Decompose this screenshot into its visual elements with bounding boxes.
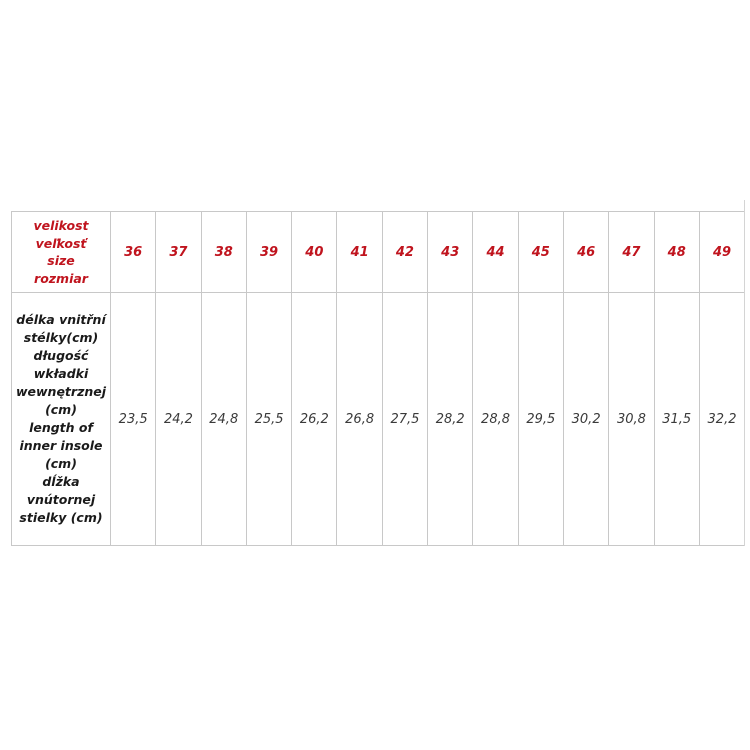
size-cell: 44 [473,212,518,293]
size-chart-table [11,211,745,546]
length-header-line: wkładki [33,366,89,381]
size-cell: 46 [563,212,608,293]
length-cell: 32,2 [699,293,744,546]
size-row [12,212,745,293]
size-cell: 36 [111,212,156,293]
length-header-line: (cm) [45,456,77,471]
size-header-line: rozmiar [34,270,88,286]
length-header-line: długość [33,348,89,363]
length-cell: 31,5 [654,293,699,546]
length-header-line: dĺžka [42,474,80,489]
size-header-line: veľkosť [35,235,87,251]
insole-length-row-header [12,293,111,546]
size-cell: 48 [654,212,699,293]
size-cell: 43 [428,212,473,293]
size-header-line: velikost [33,218,89,233]
length-cell: 30,2 [563,293,608,546]
length-header-line: inner insole [19,438,103,453]
length-cell: 23,5 [111,293,156,546]
length-header-line: vnútornej [26,492,96,507]
length-cell: 30,8 [609,293,654,546]
length-header-line: stélky(cm) [23,330,99,345]
length-cell: 24,2 [156,293,201,546]
size-cell: 38 [201,212,246,293]
size-cell: 37 [156,212,201,293]
length-cell: 27,5 [382,293,427,546]
length-header-line: délka vnitřní [16,312,106,327]
size-cell: 41 [337,212,382,293]
length-cell: 24,8 [201,293,246,546]
size-cell: 39 [246,212,291,293]
length-cell: 28,2 [428,293,473,546]
length-header-line: length of [29,420,93,435]
length-cell: 26,2 [292,293,337,546]
size-cell: 47 [609,212,654,293]
length-cell: 25,5 [246,293,291,546]
table-right-edge-divider [744,200,745,546]
length-header-line: wewnętrznej [15,384,107,399]
size-cell: 40 [292,212,337,293]
size-cell: 45 [518,212,563,293]
size-row-header [12,212,111,293]
length-header-line: stielky (cm) [19,510,103,525]
size-cell: 42 [382,212,427,293]
size-cell: 49 [699,212,744,293]
length-cell: 26,8 [337,293,382,546]
size-header-line: size [47,253,75,268]
length-cell: 28,8 [473,293,518,546]
length-header-line: (cm) [45,402,77,417]
length-cell: 29,5 [518,293,563,546]
insole-length-row [12,293,745,546]
